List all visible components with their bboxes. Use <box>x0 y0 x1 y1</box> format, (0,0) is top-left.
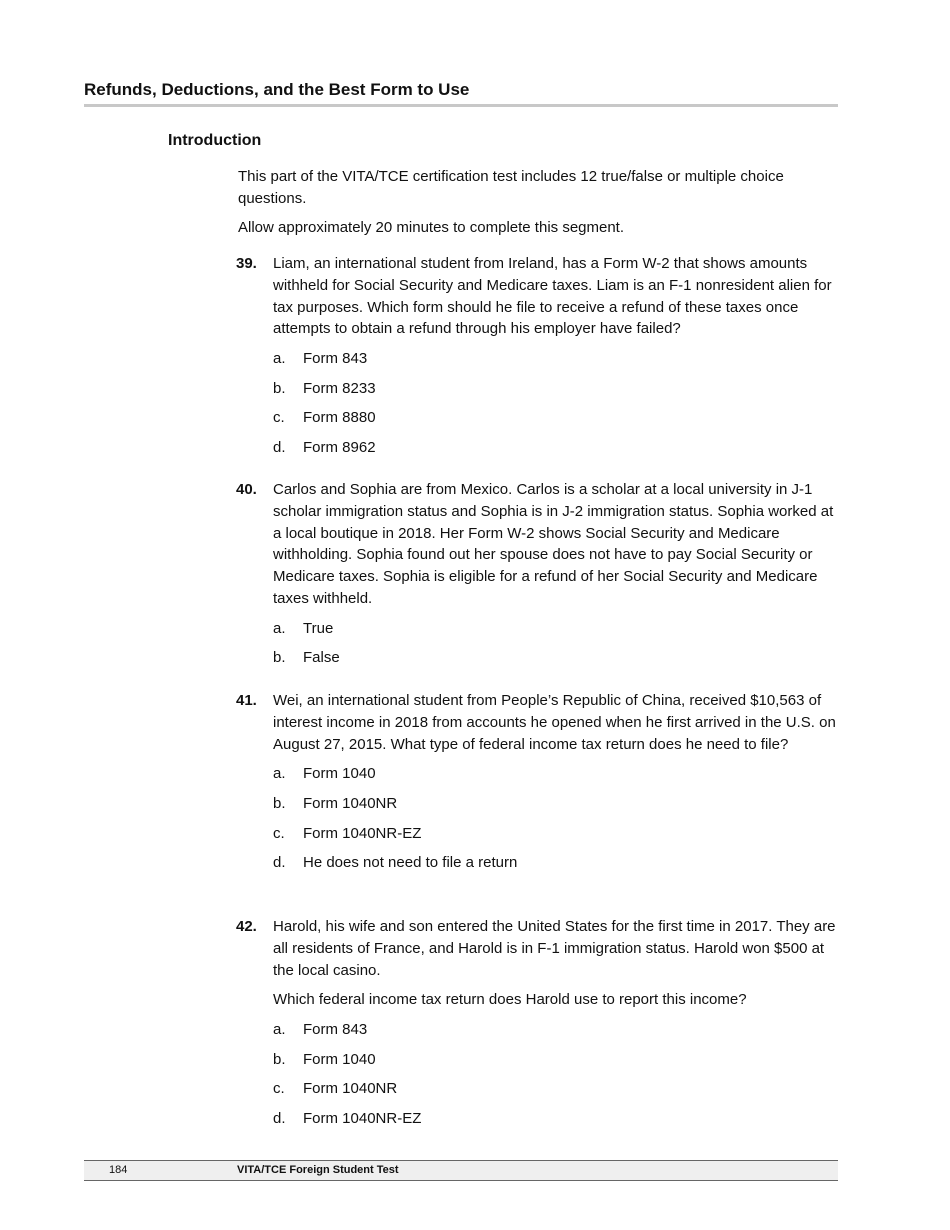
option-letter: a. <box>273 350 286 368</box>
option-letter: b. <box>273 379 286 397</box>
option-letter: b. <box>273 794 286 812</box>
option-text: Form 1040 <box>303 765 376 783</box>
option-text: Form 1040NR-EZ <box>303 824 422 842</box>
option-letter: a. <box>273 1021 286 1039</box>
question-text: Liam, an international student from Ireland, has a Form W-2 that shows amounts withheld for Social Security and Medicare taxes. Liam is an F-1 nonresident alien for tax purposes. Which form should he file to receive a refund of these taxes once attempts to obtain a refund through his employer have failed? <box>273 255 832 338</box>
answer-option-c[interactable] <box>273 407 838 437</box>
option-text: He does not need to file a return <box>303 854 518 872</box>
answer-options <box>236 618 838 677</box>
answer-option-a[interactable] <box>273 618 838 648</box>
answer-option-b[interactable] <box>273 793 838 823</box>
question-text: Harold, his wife and son entered the United States for the first time in 2017. They are all residents of France, and Harold is in F-1 immigration status. Harold won $500 at the local casino. <box>273 918 836 979</box>
option-text: Form 843 <box>303 350 368 368</box>
option-letter: a. <box>273 619 286 637</box>
footer-doc-title: VITA/TCE Foreign Student Test <box>237 1164 399 1176</box>
answer-option-a[interactable] <box>273 763 838 793</box>
question-number: 39. <box>236 255 257 272</box>
intro-paragraph: This part of the VITA/TCE certification test includes 12 true/false or multiple choice questions. <box>238 168 784 207</box>
option-text: True <box>303 619 334 637</box>
answer-option-a[interactable] <box>273 1019 838 1049</box>
intro-time-note: Allow approximately 20 minutes to complete this segment. <box>238 219 625 236</box>
option-text: Form 1040NR <box>303 794 398 812</box>
option-text: Form 1040NR-EZ <box>303 1109 422 1127</box>
option-text: Form 843 <box>303 1021 368 1039</box>
question-41 <box>236 690 838 882</box>
option-letter: d. <box>273 1109 286 1127</box>
option-letter: c. <box>273 1080 285 1098</box>
option-letter: a. <box>273 765 286 783</box>
question-number: 42. <box>236 918 257 935</box>
answer-option-b[interactable] <box>273 1049 838 1079</box>
option-letter: c. <box>273 824 285 842</box>
page-number: 184 <box>109 1164 128 1176</box>
answer-option-b[interactable] <box>273 647 838 677</box>
answer-option-d[interactable] <box>273 1108 838 1138</box>
question-42 <box>236 916 838 1138</box>
answer-option-b[interactable] <box>273 378 838 408</box>
option-letter: b. <box>273 649 286 667</box>
answer-options <box>236 763 838 881</box>
question-text: Carlos and Sophia are from Mexico. Carlos is a scholar at a local university in J-1 scholar immigration status and Sophia is in J-2 immigration status. Sophia worked at a local boutique in 2018. Her Form W-2 shows Social Security and Medicare withholding. Sophia found out her spouse does not have to pay Social Security or Medicare taxes. Sophia is eligible for a refund of her Social Security and Medicare taxes withheld. <box>273 481 834 607</box>
answer-option-c[interactable] <box>273 823 838 853</box>
option-text: Form 8962 <box>303 438 376 456</box>
option-letter: d. <box>273 854 286 872</box>
option-text: Form 8233 <box>303 379 376 397</box>
option-letter: c. <box>273 409 285 427</box>
answer-options <box>236 348 838 466</box>
page-footer <box>84 1160 838 1181</box>
section-heading: Introduction <box>168 132 262 149</box>
question-39 <box>236 253 838 467</box>
answer-options <box>236 1019 838 1137</box>
option-text: Form 8880 <box>303 409 376 427</box>
option-text: False <box>303 649 340 667</box>
option-text: Form 1040 <box>303 1050 376 1068</box>
page-title: Refunds, Deductions, and the Best Form to Use <box>84 80 838 107</box>
answer-option-d[interactable] <box>273 852 838 882</box>
answer-option-a[interactable] <box>273 348 838 378</box>
option-letter: b. <box>273 1050 286 1068</box>
option-text: Form 1040NR <box>303 1080 398 1098</box>
question-number: 41. <box>236 692 257 709</box>
option-letter: d. <box>273 438 286 456</box>
answer-option-d[interactable] <box>273 437 838 467</box>
answer-option-c[interactable] <box>273 1078 838 1108</box>
question-text: Wei, an international student from People’s Republic of China, received $10,563 of interest income in 2018 from accounts he opened when he first arrived in the U.S. on August 27, 2015. What type of federal income tax return does he need to file? <box>273 692 836 753</box>
question-prompt: Which federal income tax return does Harold use to report this income? <box>273 991 747 1009</box>
question-number: 40. <box>236 481 257 498</box>
question-40 <box>236 479 838 677</box>
